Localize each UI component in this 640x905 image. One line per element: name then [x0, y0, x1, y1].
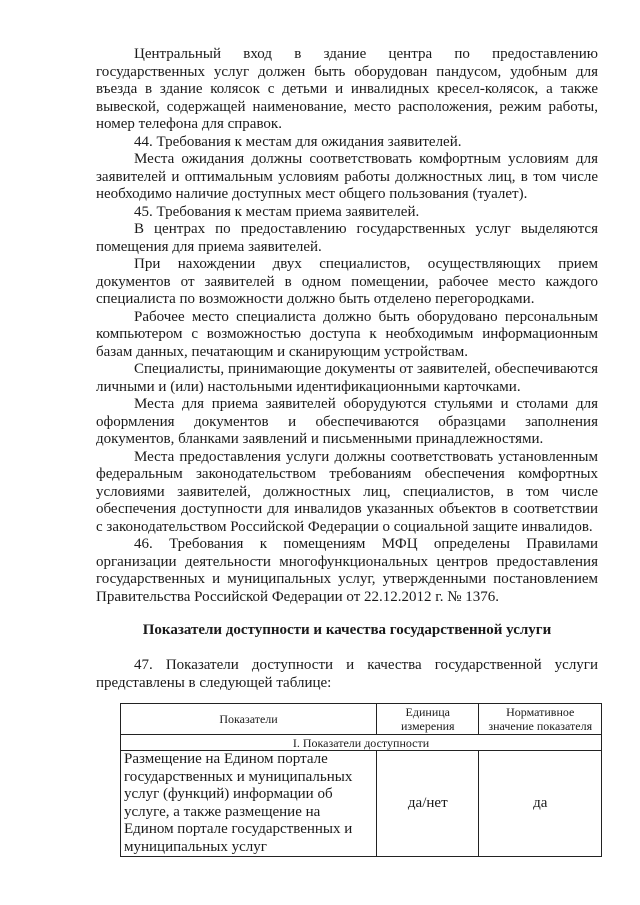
header-unit: Единица измерения: [377, 704, 479, 735]
paragraph-entrance: Центральный вход в здание центра по предоставлению государственных услуг должен быть оборудован пандусом, удобным для въезда в здание колясок с детьми и инвалидных кресел-колясок, а также вывеской, содержащей наименование, место расположения, режим работы, номер телефона для справок.: [96, 46, 598, 132]
paragraph-45-title: 45. Требования к местам приема заявителей.: [134, 203, 420, 220]
paragraph-accessibility: Места предоставления услуги должны соответствовать установленным федеральным законодательством требованиям обеспечения комфортных условиями заявителей, должностных лиц, специалистов, в том числе обеспечения доступности для инвалидов указанных объектов в соответствии с законодательством Российской Федерации о социальной защите инвалидов.: [96, 448, 598, 535]
table-row: [121, 751, 602, 857]
paragraph-46: 46. Требования к помещениям МФЦ определены Правилами организации деятельности многофункциональных центров предоставления государственных и муниципальных услуг, утвержденными постановлением Правительства Российской Федерации от 22.12.2012 г. № 1376.: [96, 536, 598, 605]
paragraph-id-cards: Специалисты, принимающие документы от заявителей, обеспечиваются личными и (или) настольными идентификационными карточками.: [96, 361, 598, 395]
table-header-row: [121, 704, 602, 735]
cell-indicator: Размещение на Едином портале государственных и муниципальных услуг (функций) информации об услуге, а также размещение на Едином портале государственных и муниципальных услуг: [121, 751, 377, 857]
paragraph-two-specialists: При нахождении двух специалистов, осуществляющих прием документов от заявителей в одном помещении, рабочее место каждого специалиста по возможности должно быть отделено перегородками.: [96, 256, 598, 307]
cell-unit: да/нет: [377, 751, 479, 857]
paragraph-reception-rooms: В центрах по предоставлению государственных услуг выделяются помещения для приема заявителей.: [96, 221, 598, 255]
paragraph-furniture: Места для приема заявителей оборудуются стульями и столами для оформления документов и обеспечиваются образцами заполнения документов, бланками заявлений и письменными принадлежностями.: [96, 396, 598, 447]
paragraph-waiting: Места ожидания должны соответствовать комфортным условиям для заявителей и оптимальным условиям работы должностных лиц, в том числе необходимо наличие доступных мест общего пользования (туалет).: [96, 151, 598, 202]
paragraph-47: 47. Показатели доступности и качества государственной услуги представлены в следующей таблице:: [96, 657, 598, 691]
paragraph-44-title: 44. Требования к местам для ожидания заявителей.: [134, 133, 462, 150]
table-section-row: [121, 735, 602, 751]
cell-norm: да: [479, 751, 602, 857]
section-heading: Показатели доступности и качества государственной услуги: [142, 622, 552, 638]
indicators-table: [120, 703, 602, 857]
section-accessibility-title: I. Показатели доступности: [121, 735, 602, 751]
header-indicator: Показатели: [121, 704, 377, 735]
body-text: [96, 46, 598, 606]
paragraph-workplace: Рабочее место специалиста должно быть оборудовано персональным компьютером с возможностью доступа к необходимым информационным базам данных, печатающим и сканирующим устройствам.: [96, 308, 598, 360]
header-norm: Нормативное значение показателя: [479, 704, 602, 735]
